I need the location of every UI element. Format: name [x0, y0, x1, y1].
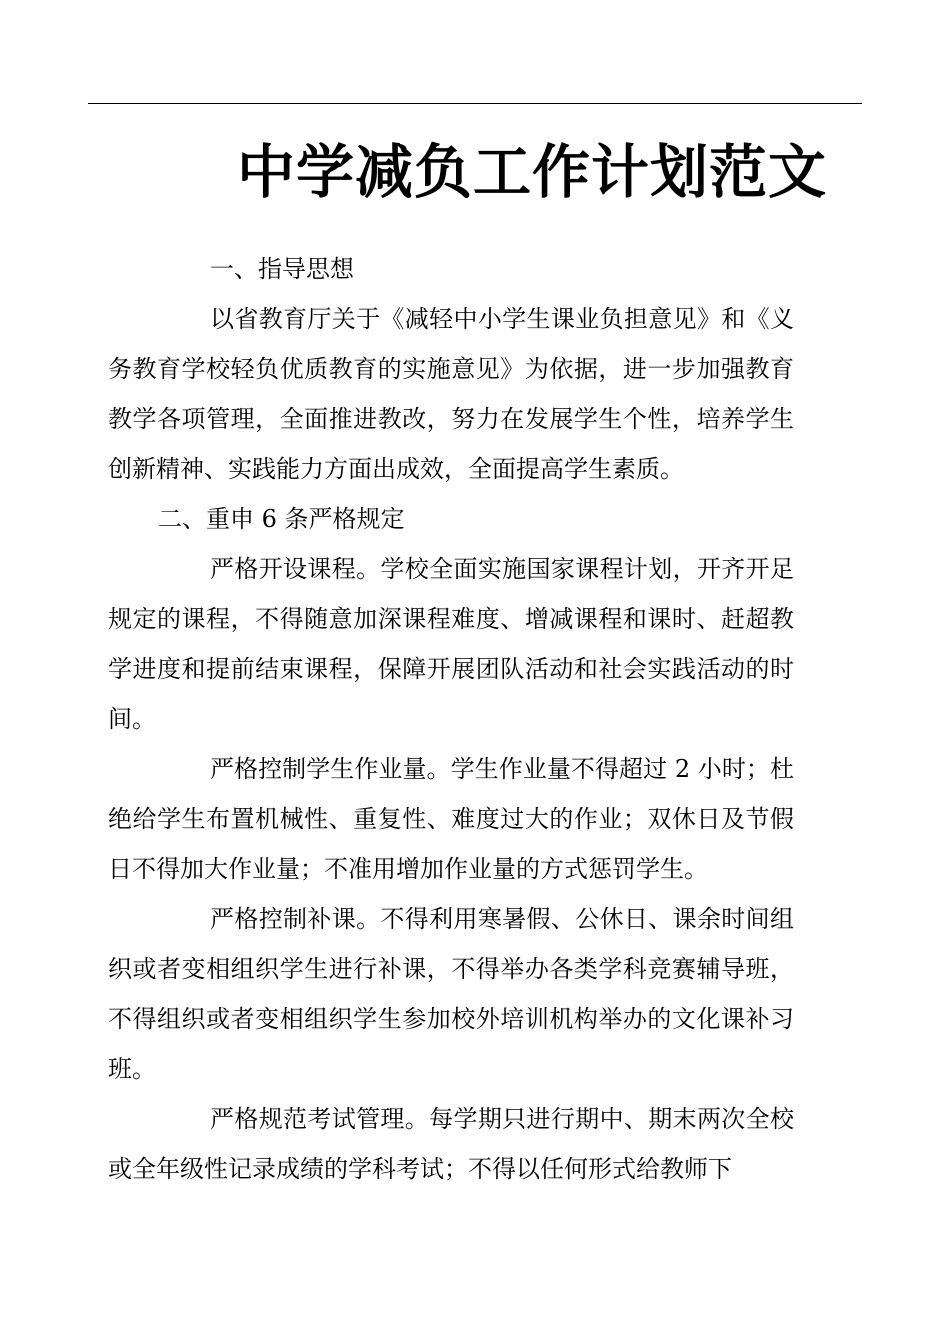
paragraph-rule-courses: 严格开设课程。学校全面实施国家课程计划，开齐开足规定的课程，不得随意加深课程难度、增减课程和课时、赶超教学进度和提前结束课程，保障开展团队活动和社会实践活动的时间。: [108, 555, 794, 733]
paragraph-rule-exams: 严格规范考试管理。每学期只进行期中、期末两次全校或全年级性记录成绩的学科考试；不得以任何形式给教师下: [108, 1105, 794, 1183]
document-body: [108, 244, 794, 1194]
paragraph-rule-tutoring: 严格控制补课。不得利用寒暑假、公休日、课余时间组织或者变相组织学生进行补课，不得举办各类学科竞赛辅导班，不得组织或者变相组织学生参加校外培训机构举办的文化课补习班。: [108, 905, 794, 1083]
paragraph-guiding-ideology: 以省教育厅关于《减轻中小学生课业负担意见》和《义务教育学校轻负优质教育的实施意见》为依据，进一步加强教育教学各项管理，全面推进教改，努力在发展学生个性，培养学生创新精神、实践能力方面出成效，全面提高学生素质。: [108, 305, 794, 483]
document-title: 中学减负工作计划范文: [236, 138, 827, 206]
section-heading-six-rules: 二、重申 6 条严格规定: [158, 505, 405, 533]
paragraph-rule-homework: 严格控制学生作业量。学生作业量不得超过 2 小时；杜绝给学生布置机械性、重复性、难度过大的作业；双休日及节假日不得加大作业量；不准用增加作业量的方式惩罚学生。: [108, 755, 794, 883]
section-heading-guiding-ideology: 一、指导思想: [210, 255, 354, 283]
header-rule: [88, 103, 862, 104]
